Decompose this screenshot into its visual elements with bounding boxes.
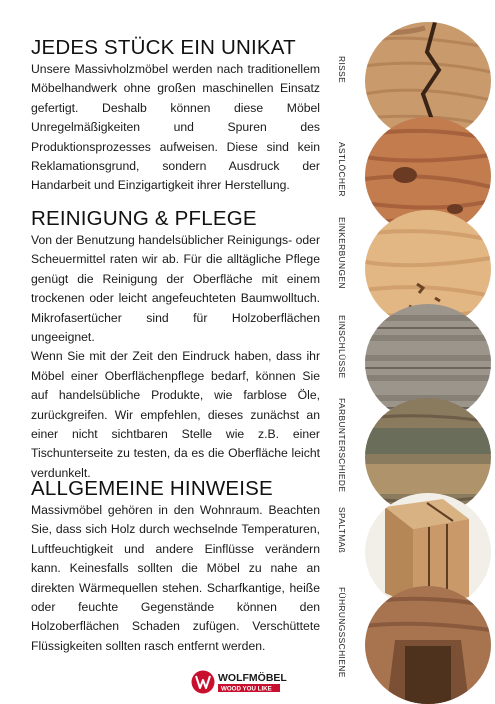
section-reinigung-pflege	[31, 208, 320, 483]
section-title: REINIGUNG & PFLEGE	[31, 207, 257, 230]
section-title: ALLGEMEINE HINWEISE	[31, 477, 273, 500]
wolfmoebel-logo	[191, 669, 306, 695]
label-einschluesse: EINSCHLÜSSE	[337, 315, 347, 379]
label-einkerbungen: EINKERBUNGEN	[337, 217, 347, 289]
section-unikat	[31, 37, 320, 196]
section-allgemeine-hinweise	[31, 478, 320, 656]
label-astloecher: ASTLÖCHER	[337, 142, 347, 197]
section-text: Wenn Sie mit der Zeit den Eindruck haben, dass ihr Möbel einer Oberflächenpflege bedarf, können Sie auf handelsübliche Produkte, wie farblose Öle, zurückgreifen. Wir empfehlen, dieses zunächst an einer nicht sichtbaren Stelle wie z.B. einer Tischunterseite zu testen, da es die Oberfläche leicht verdunkelt.	[31, 349, 320, 480]
label-fuehrungsschiene: FÜHRUNGSSCHIENE	[337, 587, 347, 678]
label-spaltmass: SPALTMAß	[337, 507, 347, 554]
section-text: Unsere Massivholzmöbel werden nach traditionellem Möbelhandwerk ohne großen maschinellen Einsatz gefertigt. Deshalb können diese Möbel Unregelmäßigkeiten und Spuren des Produktionsprozesses aufweisen. Diese sind kein Reklamationsgrund, sondern Ausdruck der Handarbeit und Einzigartigkeit ihrer Herstellung.	[31, 62, 320, 193]
label-farbunterschiede: FARBUNTERSCHIEDE	[337, 398, 347, 493]
section-text: Massivmöbel gehören in den Wohnraum. Beachten Sie, dass sich Holz durch wechselnde Temperaturen, Luftfeuchtigkeit und andere Einflüsse verändern kann. Keinesfalls sollten die Möbel zu nahe an direkten Wärmequellen stehen. Scharfkantige, heiße oder feuchte Gegenstände können den Holzoberflächen Schaden zufügen. Verschüttete Flüssigkeiten sollten rasch entfernt werden.	[31, 503, 320, 653]
section-text: Von der Benutzung handelsüblicher Reinigungs- oder Scheuermittel raten wir ab. Für die alltägliche Pflege genügt die Reinigung der Oberfläche mit einem trockenen oder leicht angefeuchteten Baumwolltuch. Mikrofasertücher sind für Holzoberflächen ungeeignet.	[31, 233, 320, 345]
section-title: JEDES STÜCK EIN UNIKAT	[31, 36, 296, 59]
label-risse: RISSE	[337, 56, 347, 84]
svg-text:WOLFMÖBEL: WOLFMÖBEL	[218, 672, 287, 684]
wood-rail-photo	[365, 586, 491, 704]
svg-text:WOOD YOU LIKE: WOOD YOU LIKE	[221, 685, 272, 693]
